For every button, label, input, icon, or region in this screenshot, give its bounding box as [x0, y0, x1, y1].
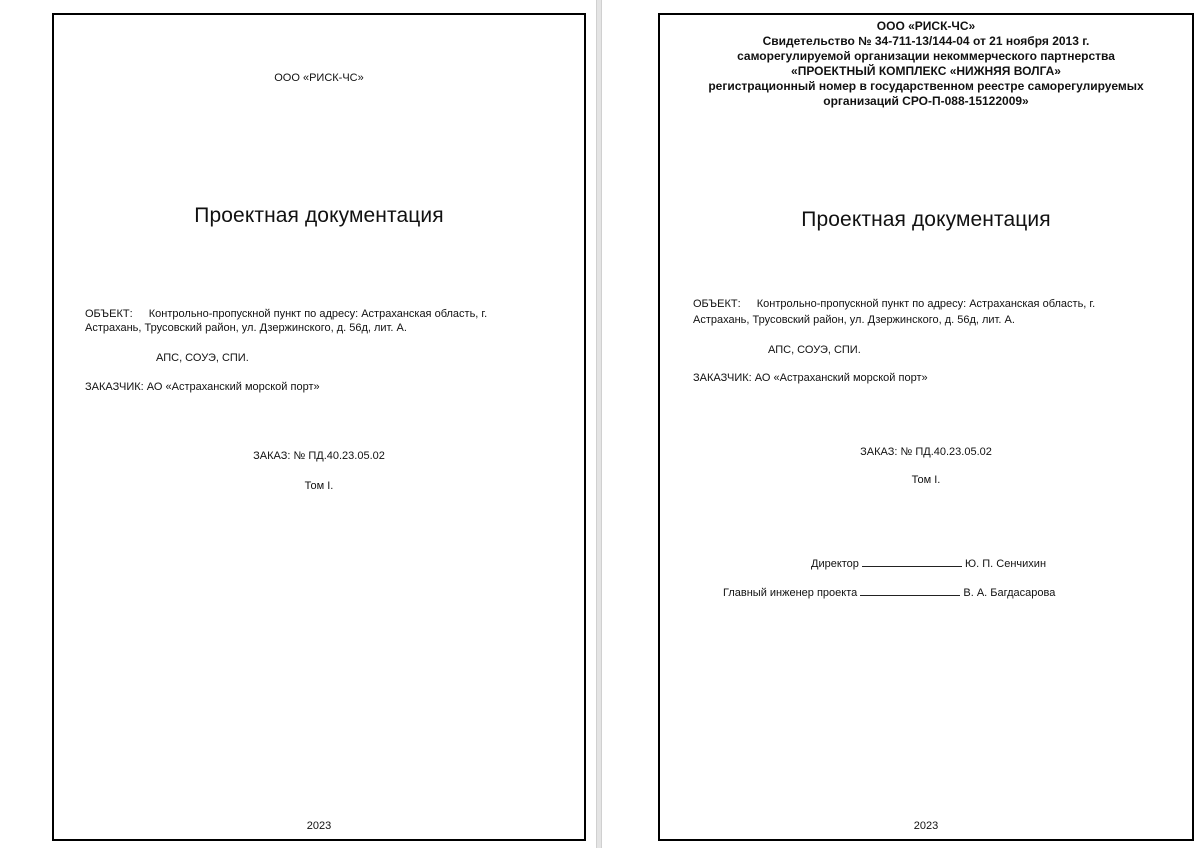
customer-line [85, 380, 585, 394]
object-line-1 [693, 297, 1193, 311]
object-address-2: Астрахань, Трусовский район, ул. Дзержинского, д. 56д, лит. А. [693, 314, 1015, 326]
volume-number: Том I. [304, 480, 334, 492]
object-address-1: Контрольно-пропускной пункт по адресу: Астраханская область, г. [148, 308, 488, 320]
customer-value: АО «Астраханский морской порт» [754, 372, 928, 384]
director-signature-blank [862, 555, 962, 567]
page-1 [52, 13, 586, 841]
customer-line [693, 371, 1193, 385]
customer-label: ЗАКАЗЧИК: [693, 372, 752, 384]
chief-engineer-label: Главный инженер проекта [723, 587, 858, 599]
header-line-6: организаций СРО-П-088-15122009» [823, 94, 1029, 108]
object-label: ОБЪЕКТ: [693, 298, 741, 310]
document-title: Проектная документация [801, 208, 1051, 231]
order-number: ЗАКАЗ: № ПД.40.23.05.02 [860, 446, 992, 458]
object-label: ОБЪЕКТ: [85, 308, 133, 320]
header-line-1: ООО «РИСК-ЧС» [876, 19, 976, 33]
object-address-2: Астрахань, Трусовский район, ул. Дзержинского, д. 56д, лит. А. [85, 322, 407, 334]
year: 2023 [306, 820, 332, 832]
chief-engineer-name: В. А. Багдасарова [963, 587, 1056, 599]
organization-header [660, 19, 1192, 109]
year: 2023 [913, 820, 939, 832]
object-address-1: Контрольно-пропускной пункт по адресу: Астраханская область, г. [756, 298, 1096, 310]
page-separator [596, 0, 602, 848]
order-number: ЗАКАЗ: № ПД.40.23.05.02 [253, 450, 385, 462]
document-title: Проектная документация [194, 204, 444, 227]
director-signature-line [811, 555, 1046, 571]
header-line-5: регистрационный номер в государственном реестре саморегулируемых [708, 79, 1144, 93]
director-label: Директор [811, 558, 859, 570]
director-name: Ю. П. Сенчихин [965, 558, 1047, 570]
customer-label: ЗАКАЗЧИК: [85, 381, 144, 393]
header-line-3: саморегулируемой организации некоммерческого партнерства [737, 49, 1115, 63]
page-2 [658, 13, 1194, 841]
systems-list: АПС, СОУЭ, СПИ. [156, 352, 249, 364]
volume-number: Том I. [911, 474, 941, 486]
object-line-1 [85, 307, 585, 321]
chief-engineer-signature-line [723, 584, 1055, 600]
chief-engineer-signature-blank [860, 584, 960, 596]
org-name: ООО «РИСК-ЧС» [274, 72, 364, 84]
header-line-4: «ПРОЕКТНЫЙ КОМПЛЕКС «НИЖНЯЯ ВОЛГА» [791, 64, 1061, 78]
header-line-2: Свидетельство № 34-711-13/144-04 от 21 ноября 2013 г. [762, 34, 1090, 48]
systems-list: АПС, СОУЭ, СПИ. [768, 344, 861, 356]
customer-value: АО «Астраханский морской порт» [146, 381, 320, 393]
